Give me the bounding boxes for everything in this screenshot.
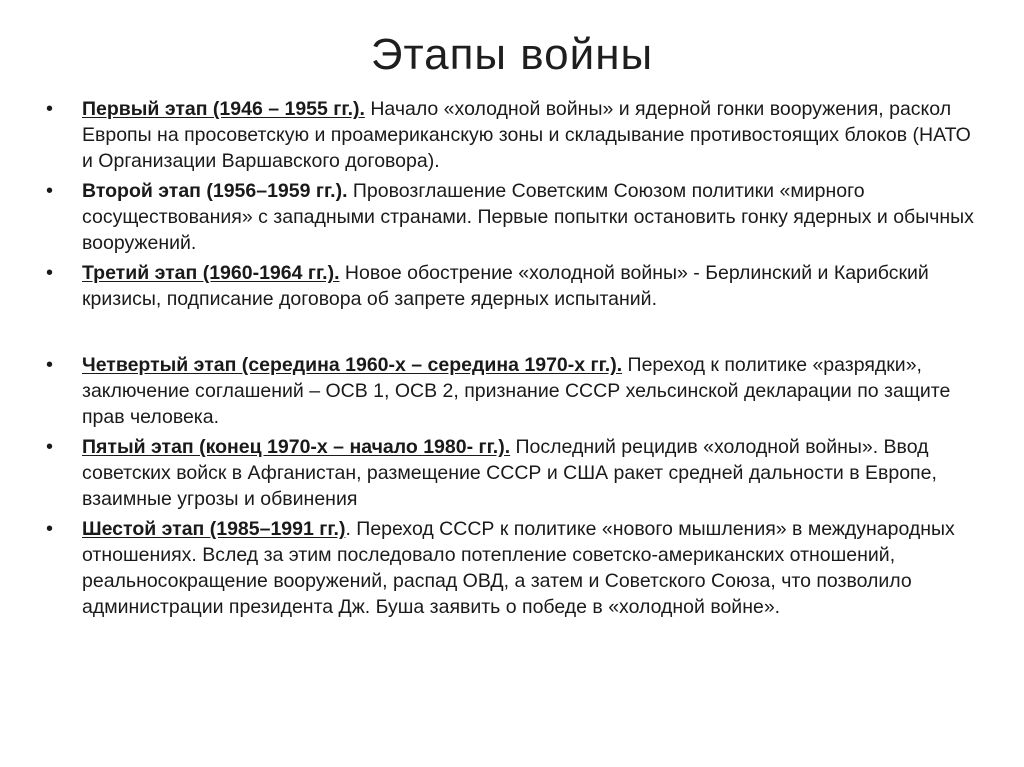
list-item	[46, 178, 976, 256]
bullet-icon: •	[46, 180, 54, 202]
stage-heading: Шестой этап (1985–1991 гг.)	[82, 518, 346, 540]
stage-heading: Третий этап (1960-1964 гг.).	[82, 262, 340, 284]
list-item	[46, 96, 976, 174]
bullet-icon: •	[46, 436, 54, 458]
stage-description: Начало «холодной войны» и ядерной гонки вооружения, раскол Европы на просоветскую и проамериканскую зоны и складывание противостоящих блоков (НАТО и Организации Варшавского договора).	[82, 98, 971, 172]
bullet-icon: •	[46, 518, 54, 540]
stage-heading: Пятый этап (конец 1970-х – начало 1980- гг.).	[82, 436, 511, 458]
bullet-icon: •	[46, 262, 54, 284]
stage-description: . Переход СССР к политике «нового мышления» в международных отношениях. Вслед за этим последовало потепление советско-американских отношений, реальносокращение вооружений, распад ОВД, а затем и Советского Союза, что позволило администрации президента Дж. Буша заявить о победе в «холодной войне».	[82, 518, 955, 618]
list-item	[46, 260, 976, 312]
stage-heading: Первый этап (1946 – 1955 гг.).	[82, 98, 365, 120]
list-item	[46, 352, 976, 430]
list-item	[46, 434, 976, 512]
stage-heading: Второй этап (1956–1959 гг.).	[82, 180, 348, 202]
stage-description: Переход к политике «разрядки», заключение соглашений – ОСВ 1, ОСВ 2, признание СССР хельсинской декларации по защите прав человека.	[82, 354, 951, 428]
stage-description: Последний рецидив «холодной войны». Ввод советских войск в Афганистан, размещение СССР и США ракет средней дальности в Европе, взаимные угрозы и обвинения	[82, 436, 937, 510]
bullet-list	[46, 96, 976, 624]
list-item	[46, 516, 976, 620]
stage-description: Провозглашение Советским Союзом политики «мирного сосуществования» с западными странами. Первые попытки остановить гонку ядерных и обычных вооружений.	[82, 180, 974, 254]
stage-description: Новое обострение «холодной войны» - Берлинский и Карибский кризисы, подписание договора об запрете ядерных испытаний.	[82, 262, 929, 310]
bullet-icon: •	[46, 98, 54, 120]
slide-title: Этапы войны	[370, 30, 654, 79]
stage-heading: Четвертый этап (середина 1960-х – середина 1970-х гг.).	[82, 354, 623, 376]
bullet-icon: •	[46, 354, 54, 376]
